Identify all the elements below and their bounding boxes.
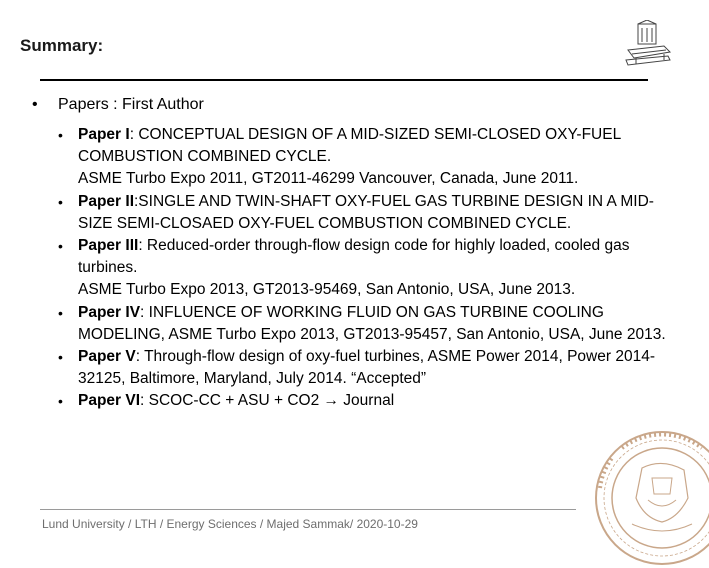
paper-label: Paper I [78, 126, 130, 143]
title-divider [40, 79, 648, 81]
building-logo-icon [624, 20, 672, 66]
list-item-paper-2: • Paper II:SINGLE AND TWIN-SHAFT OXY-FUEL GAS TURBINE DESIGN IN A MID-SIZE SEMI-CLOSAED OXY-FUEL COMBUSTION COMBINED CYCLE. [58, 192, 654, 232]
paper-label: Paper V [78, 348, 136, 366]
list-item-paper-6: • Paper VI: SCOC-CC + ASU + CO2 → Journal [58, 392, 395, 410]
list-item-paper-3: • Paper III: Reduced-order through-flow design code for highly loaded, cooled gas turbines. ASME Turbo Expo 2013, GT2013-95469, San Antonio, USA, June 2013. [58, 237, 630, 299]
paper-target: Journal [339, 392, 395, 410]
slide-title: Summary: [20, 36, 104, 55]
arrow-right-icon: → [323, 392, 339, 410]
list-item-paper-5: • Paper V: Through-flow design of oxy-fuel turbines, ASME Power 2014, Power 2014-32125, Baltimore, Maryland, July 2014. “Accepted” [58, 348, 655, 388]
paper-label: Paper IV [78, 303, 141, 321]
list-item-paper-1: • Paper I: CONCEPTUAL DESIGN OF A MID-SIZED SEMI-CLOSED OXY-FUEL COMBUSTION COMBINED CYCLE. ASME Turbo Expo 2011, GT2011-46299 Vancouver, Canada, June 2011. [58, 126, 621, 188]
paper-label: Paper III [78, 237, 139, 255]
paper-label: Paper II [78, 192, 134, 210]
paper-text: : Through-flow design of oxy-fuel turbines, ASME Power 2014, Power 2014-32125, Baltimore, Maryland, July 2014. “Accepted” [78, 348, 655, 388]
bullet-dot: • [32, 96, 38, 113]
paper-text: :SINGLE AND TWIN-SHAFT OXY-FUEL GAS TURBINE DESIGN IN A MID-SIZE SEMI-CLOSAED OXY-FUEL COMBUSTION COMBINED CYCLE. [78, 192, 654, 232]
paper-label: Paper VI [78, 392, 141, 410]
paper-text: : CONCEPTUAL DESIGN OF A MID-SIZED SEMI-CLOSED OXY-FUEL COMBUSTION COMBINED CYCLE. [78, 126, 621, 166]
paper-text: : INFLUENCE OF WORKING FLUID ON GAS TURBINE COOLING MODELING, ASME Turbo Expo 2013, GT2013-95457, San Antonio, USA, June 2013. [78, 303, 666, 343]
footer-text: Lund University / LTH / Energy Sciences / Majed Sammak/ 2020-10-29 [42, 517, 418, 531]
paper-detail: ASME Turbo Expo 2011, GT2011-46299 Vancouver, Canada, June 2011. [78, 170, 579, 188]
paper-list [58, 124, 678, 413]
paper-text: : Reduced-order through-flow design code for highly loaded, cooled gas turbines. [78, 237, 630, 277]
footer-divider [40, 509, 576, 510]
main-bullet [32, 95, 204, 115]
main-bullet-label: Papers : First Author [58, 96, 204, 113]
paper-detail: ASME Turbo Expo 2013, GT2013-95469, San Antonio, USA, June 2013. [78, 281, 576, 299]
paper-text: : SCOC-CC + ASU + CO2 [140, 392, 324, 410]
list-item-paper-4: • Paper IV: INFLUENCE OF WORKING FLUID ON GAS TURBINE COOLING MODELING, ASME Turbo Expo 2013, GT2013-95457, San Antonio, USA, June 2013. [58, 303, 666, 343]
university-seal-icon [592, 428, 709, 568]
